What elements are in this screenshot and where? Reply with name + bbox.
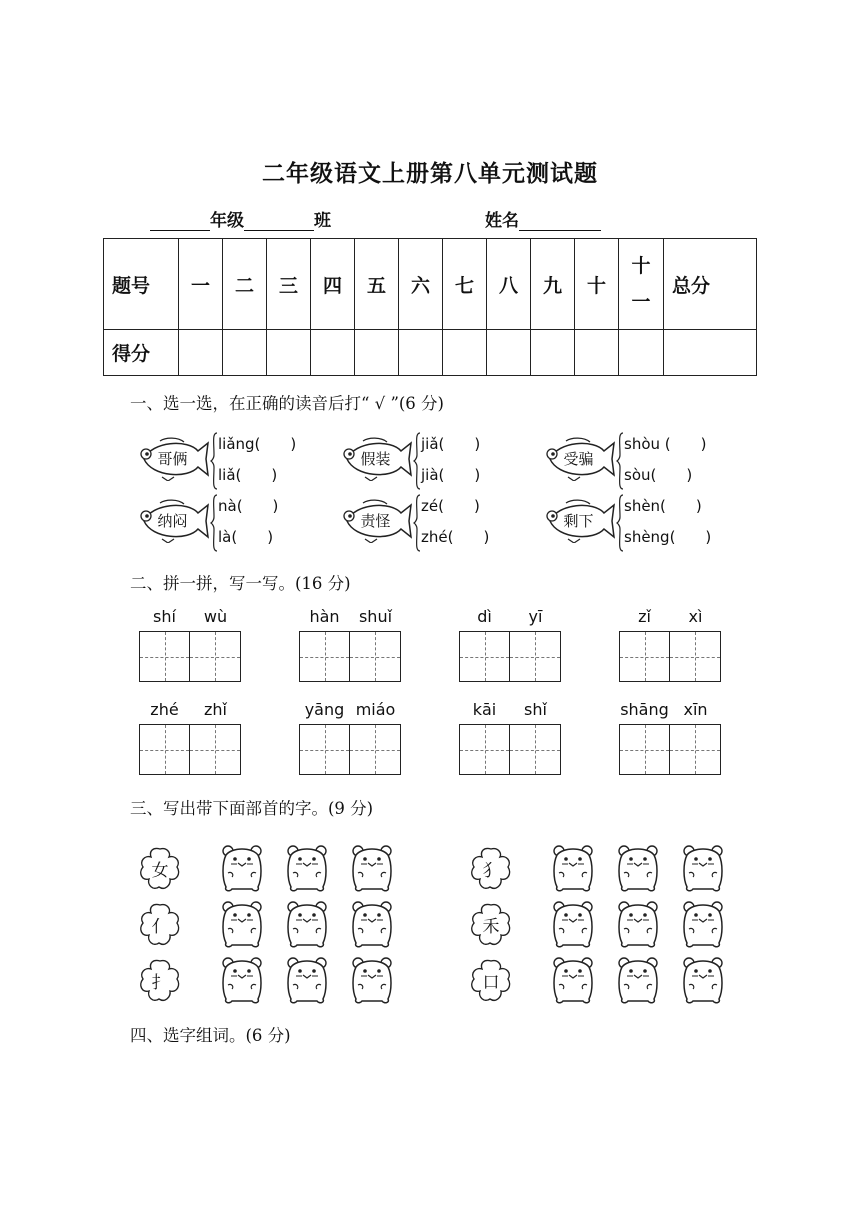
- grade-label: 年级: [210, 211, 244, 231]
- brace-icon: [210, 431, 218, 491]
- q-num: 三: [267, 239, 311, 330]
- reading-options: [624, 491, 711, 553]
- brace-icon: [616, 493, 624, 553]
- hamster-icon: [614, 899, 662, 949]
- radical-flower: [137, 957, 183, 1003]
- fish-word: 受骗: [563, 450, 594, 468]
- answer-hamster[interactable]: [348, 843, 396, 893]
- writing-cell[interactable]: [460, 632, 510, 681]
- radical-char: 犭: [482, 861, 500, 881]
- brace-icon: [616, 431, 624, 491]
- answer-hamster[interactable]: [218, 955, 266, 1005]
- radical-flower: [468, 957, 514, 1003]
- reading-option[interactable]: zé( ): [421, 497, 480, 515]
- pinyin-syllable: hàn: [309, 607, 340, 626]
- fish-item: [130, 437, 210, 481]
- grade-blank[interactable]: [150, 212, 210, 231]
- reading-options: [421, 429, 480, 491]
- answer-hamster[interactable]: [679, 955, 727, 1005]
- pinyin-syllable: dì: [477, 607, 492, 626]
- hamster-icon: [218, 899, 266, 949]
- hamster-icon: [549, 899, 597, 949]
- pinyin-syllable: yāng: [304, 700, 345, 719]
- hamster-icon: [614, 955, 662, 1005]
- writing-cell[interactable]: [620, 632, 670, 681]
- brace-icon: [413, 493, 421, 553]
- writing-cell[interactable]: [300, 632, 350, 681]
- reading-options: [421, 491, 489, 553]
- score-cell[interactable]: [443, 330, 487, 376]
- q-num: 十 一: [619, 239, 664, 330]
- page-title: 二年级语文上册第八单元测试题: [262, 161, 598, 187]
- score-cell[interactable]: [619, 330, 664, 376]
- hamster-icon: [218, 955, 266, 1005]
- answer-hamster[interactable]: [549, 899, 597, 949]
- score-label: 得分: [104, 330, 179, 376]
- score-table-score-row: [104, 330, 757, 376]
- q-num: 八: [487, 239, 531, 330]
- score-cell[interactable]: [575, 330, 619, 376]
- answer-hamster[interactable]: [218, 843, 266, 893]
- tianzige-grid: [139, 724, 241, 775]
- pinyin-syllable: shí: [153, 607, 176, 626]
- reading-option[interactable]: jià( ): [421, 466, 481, 484]
- writing-cell[interactable]: [620, 725, 670, 774]
- answer-hamster[interactable]: [218, 899, 266, 949]
- pinyin-syllable: zhǐ: [204, 700, 227, 719]
- reading-option[interactable]: zhé( ): [421, 528, 490, 546]
- pinyin-syllable: shāng: [620, 700, 669, 719]
- reading-option[interactable]: shòu ( ): [624, 435, 707, 453]
- reading-options: [624, 429, 706, 491]
- grade-class-line: [150, 206, 331, 231]
- answer-hamster[interactable]: [614, 843, 662, 893]
- fish-word: 责怪: [360, 512, 391, 530]
- hamster-icon: [549, 955, 597, 1005]
- fish-word: 哥俩: [157, 450, 188, 468]
- reading-option[interactable]: shèn( ): [624, 497, 702, 515]
- fish-word: 纳闷: [157, 512, 188, 530]
- answer-hamster[interactable]: [283, 899, 331, 949]
- answer-hamster[interactable]: [549, 955, 597, 1005]
- writing-cell[interactable]: [190, 632, 240, 681]
- radical-char: 扌: [151, 973, 169, 993]
- answer-hamster[interactable]: [283, 843, 331, 893]
- hamster-icon: [614, 843, 662, 893]
- hamster-icon: [348, 843, 396, 893]
- pinyin-syllable: zǐ: [638, 607, 651, 626]
- brace-icon: [413, 431, 421, 491]
- writing-cell[interactable]: [350, 632, 400, 681]
- fish-item: [536, 437, 616, 481]
- writing-cell[interactable]: [670, 725, 720, 774]
- pinyin-syllable: xì: [688, 607, 703, 626]
- section-4-heading: 四、选字组词。(6 分): [130, 1026, 291, 1045]
- reading-options: [218, 491, 278, 553]
- pinyin-syllable: wù: [203, 607, 228, 626]
- tianzige-grid: [619, 724, 721, 775]
- answer-hamster[interactable]: [679, 899, 727, 949]
- radical-char: 亻: [151, 917, 169, 937]
- answer-hamster[interactable]: [679, 843, 727, 893]
- tianzige-grid: [299, 724, 401, 775]
- reading-option[interactable]: sòu( ): [624, 466, 693, 484]
- tianzige-grid: [459, 724, 561, 775]
- writing-cell[interactable]: [140, 632, 190, 681]
- score-cell[interactable]: [267, 330, 311, 376]
- fish-item: [333, 437, 413, 481]
- score-cell[interactable]: [487, 330, 531, 376]
- answer-hamster[interactable]: [614, 955, 662, 1005]
- tianzige-grid: [299, 631, 401, 682]
- score-cell[interactable]: [223, 330, 267, 376]
- tianzige-grid: [619, 631, 721, 682]
- q-num: 五: [355, 239, 399, 330]
- hamster-icon: [283, 843, 331, 893]
- writing-cell[interactable]: [300, 725, 350, 774]
- hamster-icon: [679, 955, 727, 1005]
- reading-option[interactable]: liǎ( ): [218, 466, 278, 484]
- q-num: 十: [575, 239, 619, 330]
- name-blank[interactable]: [519, 212, 601, 231]
- reading-option[interactable]: nà( ): [218, 497, 279, 515]
- writing-cell[interactable]: [460, 725, 510, 774]
- q-num: 一: [179, 239, 223, 330]
- hamster-icon: [679, 843, 727, 893]
- question-number-label: 题号: [104, 239, 179, 330]
- section-3-heading: 三、写出带下面部首的字。(9 分): [130, 799, 374, 818]
- answer-hamster[interactable]: [283, 955, 331, 1005]
- hamster-icon: [348, 955, 396, 1005]
- fish-word: 剩下: [563, 512, 594, 530]
- writing-cell[interactable]: [190, 725, 240, 774]
- score-cell[interactable]: [531, 330, 575, 376]
- q-num: 四: [311, 239, 355, 330]
- answer-hamster[interactable]: [549, 843, 597, 893]
- fish-item: [130, 499, 210, 543]
- score-cell[interactable]: [355, 330, 399, 376]
- pinyin-syllable: shǐ: [524, 700, 547, 719]
- radical-flower: [468, 901, 514, 947]
- brace-icon: [210, 493, 218, 553]
- total-label: 总分: [664, 239, 757, 330]
- pinyin-syllable: kāi: [472, 700, 497, 719]
- hamster-icon: [549, 843, 597, 893]
- fish-item: [536, 499, 616, 543]
- q-num: 七: [443, 239, 487, 330]
- name-label: 姓名: [485, 211, 519, 231]
- name-line: [485, 206, 601, 231]
- radical-char: 禾: [482, 917, 500, 937]
- hamster-icon: [679, 899, 727, 949]
- score-table: [103, 238, 757, 376]
- radical-flower: [468, 845, 514, 891]
- reading-option[interactable]: liǎng( ): [218, 435, 297, 453]
- hamster-icon: [348, 899, 396, 949]
- writing-cell[interactable]: [510, 725, 560, 774]
- reading-option[interactable]: shèng( ): [624, 528, 712, 546]
- class-label: 班: [314, 211, 331, 231]
- radical-flower: [137, 845, 183, 891]
- pinyin-syllable: zhé: [150, 700, 179, 719]
- hamster-icon: [283, 899, 331, 949]
- radical-char: 口: [482, 973, 500, 993]
- tianzige-grid: [139, 631, 241, 682]
- reading-option[interactable]: jiǎ( ): [421, 435, 481, 453]
- q-num: 六: [399, 239, 443, 330]
- section-1-heading: 一、选一选，在正确的读音后打“ √ ”(6 分): [130, 394, 444, 413]
- pinyin-syllable: xīn: [683, 700, 708, 719]
- hamster-icon: [283, 955, 331, 1005]
- radical-char: 女: [151, 861, 169, 881]
- tianzige-grid: [459, 631, 561, 682]
- hamster-icon: [218, 843, 266, 893]
- pinyin-syllable: miáo: [355, 700, 396, 719]
- writing-cell[interactable]: [510, 632, 560, 681]
- class-blank[interactable]: [244, 212, 314, 231]
- reading-options: [218, 429, 296, 491]
- score-cell[interactable]: [179, 330, 223, 376]
- score-table-header-row: [104, 239, 757, 330]
- score-cell[interactable]: [399, 330, 443, 376]
- section-2-heading: 二、拼一拼，写一写。(16 分): [130, 574, 351, 593]
- fish-word: 假装: [360, 450, 391, 468]
- answer-hamster[interactable]: [614, 899, 662, 949]
- q-num: 九: [531, 239, 575, 330]
- q-num: 二: [223, 239, 267, 330]
- answer-hamster[interactable]: [348, 899, 396, 949]
- total-score-cell[interactable]: [664, 330, 757, 376]
- pinyin-syllable: shuǐ: [358, 607, 393, 626]
- writing-cell[interactable]: [140, 725, 190, 774]
- reading-option[interactable]: là( ): [218, 528, 274, 546]
- writing-cell[interactable]: [350, 725, 400, 774]
- fish-item: [333, 499, 413, 543]
- score-cell[interactable]: [311, 330, 355, 376]
- radical-flower: [137, 901, 183, 947]
- pinyin-syllable: yī: [528, 607, 543, 626]
- writing-cell[interactable]: [670, 632, 720, 681]
- answer-hamster[interactable]: [348, 955, 396, 1005]
